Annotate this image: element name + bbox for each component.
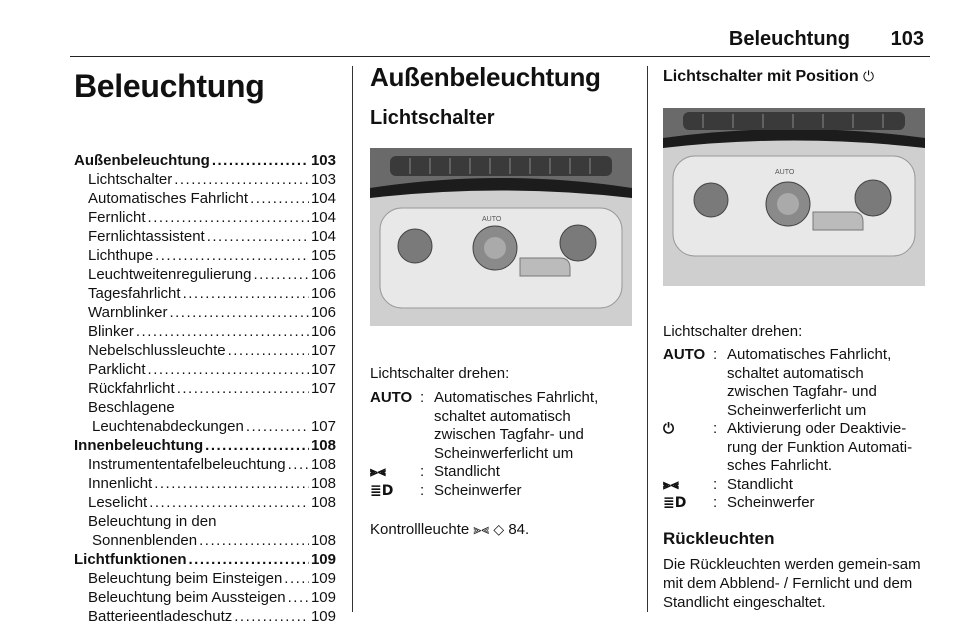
toc-entry-page: 108 bbox=[310, 475, 336, 492]
definition-value: Scheinwerfer bbox=[434, 481, 522, 499]
toc-entry-page: 104 bbox=[310, 228, 336, 245]
toc-entry-page: 104 bbox=[310, 209, 336, 226]
headlight-icon: ≣D bbox=[370, 482, 394, 499]
toc-entry-label: Lichthupe bbox=[88, 247, 154, 264]
reference-arrow-icon: ◇ bbox=[493, 522, 505, 538]
light-switch-photo bbox=[370, 148, 632, 326]
light-switch-position-column bbox=[663, 62, 925, 612]
toc-leader-dots bbox=[246, 417, 309, 436]
toc-entry[interactable] bbox=[74, 170, 336, 189]
page-header bbox=[70, 0, 930, 57]
toc-entry[interactable] bbox=[74, 189, 336, 208]
definition-colon: : bbox=[713, 420, 718, 437]
toc-entry-page: 109 bbox=[310, 570, 336, 587]
definition-key: AUTO bbox=[370, 389, 413, 406]
toc-leader-dots bbox=[288, 588, 309, 607]
toc-entry-label: Warnblinker bbox=[88, 304, 168, 321]
photo-auto-label: AUTO bbox=[482, 216, 502, 223]
toc-entry-label: Nebelschlussleuchte bbox=[88, 342, 226, 359]
toc-entry-page: 105 bbox=[310, 247, 336, 264]
toc-column bbox=[74, 60, 336, 626]
toc-entry-page: 107 bbox=[310, 380, 336, 397]
toc-entry-page: 108 bbox=[310, 494, 336, 511]
toc-entry-page: 107 bbox=[310, 418, 336, 435]
toc-leader-dots bbox=[253, 265, 309, 284]
toc-entry-label: Innenbeleuchtung bbox=[74, 437, 204, 454]
section-title bbox=[663, 68, 925, 86]
toc-entry[interactable] bbox=[74, 379, 336, 398]
parking-light-icon: ⫸⫷ bbox=[370, 464, 386, 480]
toc-entry-label: Beleuchtung beim Aussteigen bbox=[88, 589, 286, 606]
chapter-title: Beleuchtung bbox=[74, 68, 265, 104]
note-prefix: Kontrollleuchte bbox=[370, 521, 470, 538]
toc-entry-page: 106 bbox=[310, 304, 336, 321]
toc-entry[interactable] bbox=[74, 360, 336, 379]
toc-entry[interactable] bbox=[74, 436, 336, 455]
toc-entry-label: Leselicht bbox=[88, 494, 148, 511]
toc-entry[interactable] bbox=[74, 512, 336, 531]
definition-colon: : bbox=[713, 494, 718, 511]
toc-entry[interactable] bbox=[74, 265, 336, 284]
toc-entry[interactable] bbox=[74, 341, 336, 360]
toc-leader-dots bbox=[205, 436, 309, 455]
intro-text: Lichtschalter drehen: bbox=[370, 365, 510, 382]
power-icon: ⏻ bbox=[863, 69, 875, 85]
toc-leader-dots bbox=[207, 227, 309, 246]
toc-entry-label: Beschlagene bbox=[88, 399, 175, 416]
toc-entry-label: Innenlicht bbox=[88, 475, 153, 492]
section-title: Außenbeleuchtung bbox=[370, 62, 601, 92]
definition-value: Automatisches Fahrlicht, schaltet automatisch zwischen Tagfahr- und Scheinwerferlicht um bbox=[727, 346, 892, 419]
toc-leader-dots bbox=[154, 474, 309, 493]
definition-value: Automatisches Fahrlicht, schaltet automatisch zwischen Tagfahr- und Scheinwerferlicht um bbox=[434, 389, 599, 462]
toc-entry-label: Beleuchtung beim Einsteigen bbox=[88, 570, 283, 587]
toc-leader-dots bbox=[250, 189, 309, 208]
exterior-lighting-column bbox=[370, 62, 632, 540]
page-number: 103 bbox=[890, 28, 924, 50]
toc-leader-dots bbox=[148, 360, 309, 379]
toc-entry-label: Sonnenblenden bbox=[92, 532, 198, 549]
toc-entry-page: 106 bbox=[310, 266, 336, 283]
light-switch-photo bbox=[663, 108, 925, 286]
switch-positions-list bbox=[663, 346, 925, 513]
toc-entry-label: Rückfahrlicht bbox=[88, 380, 175, 397]
toc-entry-page: 107 bbox=[310, 342, 336, 359]
toc-entry[interactable] bbox=[74, 227, 336, 246]
toc-leader-dots bbox=[155, 246, 309, 265]
definition-colon: : bbox=[420, 463, 425, 480]
definition-colon: : bbox=[420, 389, 425, 406]
rear-lights-text: Die Rückleuchten werden gemein-sam mit dem Abblend- / Fernlicht und dem Standlicht eingeschaltet. bbox=[663, 555, 921, 611]
toc-entry[interactable] bbox=[74, 417, 336, 436]
toc-entry-label: Batterieentladeschutz bbox=[88, 608, 233, 625]
toc-entry[interactable] bbox=[74, 208, 336, 227]
section-title-text: Lichtschalter mit Position bbox=[663, 68, 859, 85]
toc-entry[interactable] bbox=[74, 303, 336, 322]
toc-entry-page: 107 bbox=[310, 361, 336, 378]
toc-leader-dots bbox=[199, 531, 309, 550]
toc-leader-dots bbox=[212, 151, 309, 170]
toc-entry[interactable] bbox=[74, 322, 336, 341]
toc-leader-dots bbox=[284, 569, 309, 588]
toc-entry[interactable] bbox=[74, 531, 336, 550]
header-title: Beleuchtung bbox=[728, 28, 850, 50]
toc-entry-page: 108 bbox=[310, 532, 336, 549]
definition-row bbox=[663, 494, 925, 513]
toc-entry-page: 108 bbox=[310, 437, 336, 454]
definition-colon: : bbox=[713, 346, 718, 363]
toc-entry-label: Tagesfahrlicht bbox=[88, 285, 181, 302]
toc-entry[interactable] bbox=[74, 398, 336, 417]
toc-entry[interactable] bbox=[74, 607, 336, 626]
definition-row bbox=[663, 346, 925, 420]
toc-entry[interactable] bbox=[74, 493, 336, 512]
definition-value: Aktivierung oder Deaktivie-rung der Funktion Automati-sches Fahrlicht. bbox=[727, 420, 913, 474]
table-of-contents bbox=[74, 151, 336, 626]
toc-entry-label: Lichtschalter bbox=[88, 171, 173, 188]
toc-entry[interactable] bbox=[74, 588, 336, 607]
definition-row bbox=[663, 420, 925, 476]
toc-entry[interactable] bbox=[74, 550, 336, 569]
toc-leader-dots bbox=[174, 170, 309, 189]
toc-entry-page: 109 bbox=[310, 608, 336, 625]
toc-entry-label: Instrumententafelbeleuchtung bbox=[88, 456, 286, 473]
toc-entry-label: Außenbeleuchtung bbox=[74, 152, 210, 169]
toc-entry-label: Leuchtweitenregulierung bbox=[88, 266, 252, 283]
toc-entry-page: 109 bbox=[310, 551, 336, 568]
toc-entry-page: 104 bbox=[310, 190, 336, 207]
toc-leader-dots bbox=[183, 284, 309, 303]
toc-entry-label: Automatisches Fahrlicht bbox=[88, 190, 249, 207]
toc-entry-page: 103 bbox=[310, 152, 336, 169]
toc-entry-page: 103 bbox=[310, 171, 336, 188]
definition-key: AUTO bbox=[663, 346, 706, 363]
toc-leader-dots bbox=[149, 493, 309, 512]
parking-light-icon: ⫸⫷ bbox=[663, 476, 679, 493]
toc-entry-label: Blinker bbox=[88, 323, 134, 340]
toc-leader-dots bbox=[136, 322, 309, 341]
definition-row bbox=[370, 482, 632, 501]
toc-leader-dots bbox=[177, 379, 309, 398]
definition-row bbox=[663, 476, 925, 495]
photo-auto-label: AUTO bbox=[775, 169, 795, 176]
intro-text: Lichtschalter drehen: bbox=[663, 323, 803, 340]
toc-leader-dots bbox=[228, 341, 309, 360]
definition-value: Scheinwerfer bbox=[727, 494, 815, 511]
toc-entry[interactable] bbox=[74, 151, 336, 170]
toc-leader-dots bbox=[189, 550, 309, 569]
indicator-note bbox=[370, 520, 632, 540]
parking-light-icon: ⫸⫷ bbox=[473, 522, 490, 538]
toc-entry[interactable] bbox=[74, 474, 336, 493]
toc-entry-page: 108 bbox=[310, 456, 336, 473]
toc-entry[interactable] bbox=[74, 284, 336, 303]
toc-entry-page: 106 bbox=[310, 323, 336, 340]
toc-leader-dots bbox=[288, 455, 309, 474]
column-divider bbox=[352, 66, 353, 612]
toc-entry[interactable] bbox=[74, 455, 336, 474]
toc-entry-label: Fernlicht bbox=[88, 209, 146, 226]
toc-entry-page: 109 bbox=[310, 589, 336, 606]
switch-positions-list bbox=[370, 389, 632, 500]
toc-leader-dots bbox=[234, 607, 309, 626]
toc-leader-dots bbox=[169, 303, 309, 322]
note-ref[interactable]: 84. bbox=[508, 521, 530, 538]
toc-entry-label: Leuchtenabdeckungen bbox=[92, 418, 244, 435]
toc-entry-label: Lichtfunktionen bbox=[74, 551, 187, 568]
definition-row bbox=[370, 463, 632, 482]
definition-value: Standlicht bbox=[727, 475, 793, 493]
definition-colon: : bbox=[713, 475, 718, 493]
toc-entry-label: Parklicht bbox=[88, 361, 146, 378]
toc-entry-label: Beleuchtung in den bbox=[88, 513, 217, 530]
definition-row bbox=[370, 389, 632, 463]
section-title-rear-lights: Rückleuchten bbox=[663, 528, 775, 548]
column-divider bbox=[647, 66, 648, 612]
toc-entry[interactable] bbox=[74, 246, 336, 265]
toc-entry[interactable] bbox=[74, 569, 336, 588]
power-icon: ⏻ bbox=[663, 421, 675, 437]
headlight-icon: ≣D bbox=[663, 495, 687, 511]
subsection-title: Lichtschalter bbox=[370, 107, 495, 129]
definition-value: Standlicht bbox=[434, 463, 500, 480]
toc-leader-dots bbox=[148, 208, 309, 227]
definition-colon: : bbox=[420, 481, 425, 499]
toc-entry-page: 106 bbox=[310, 285, 336, 302]
toc-entry-label: Fernlichtassistent bbox=[88, 228, 205, 245]
